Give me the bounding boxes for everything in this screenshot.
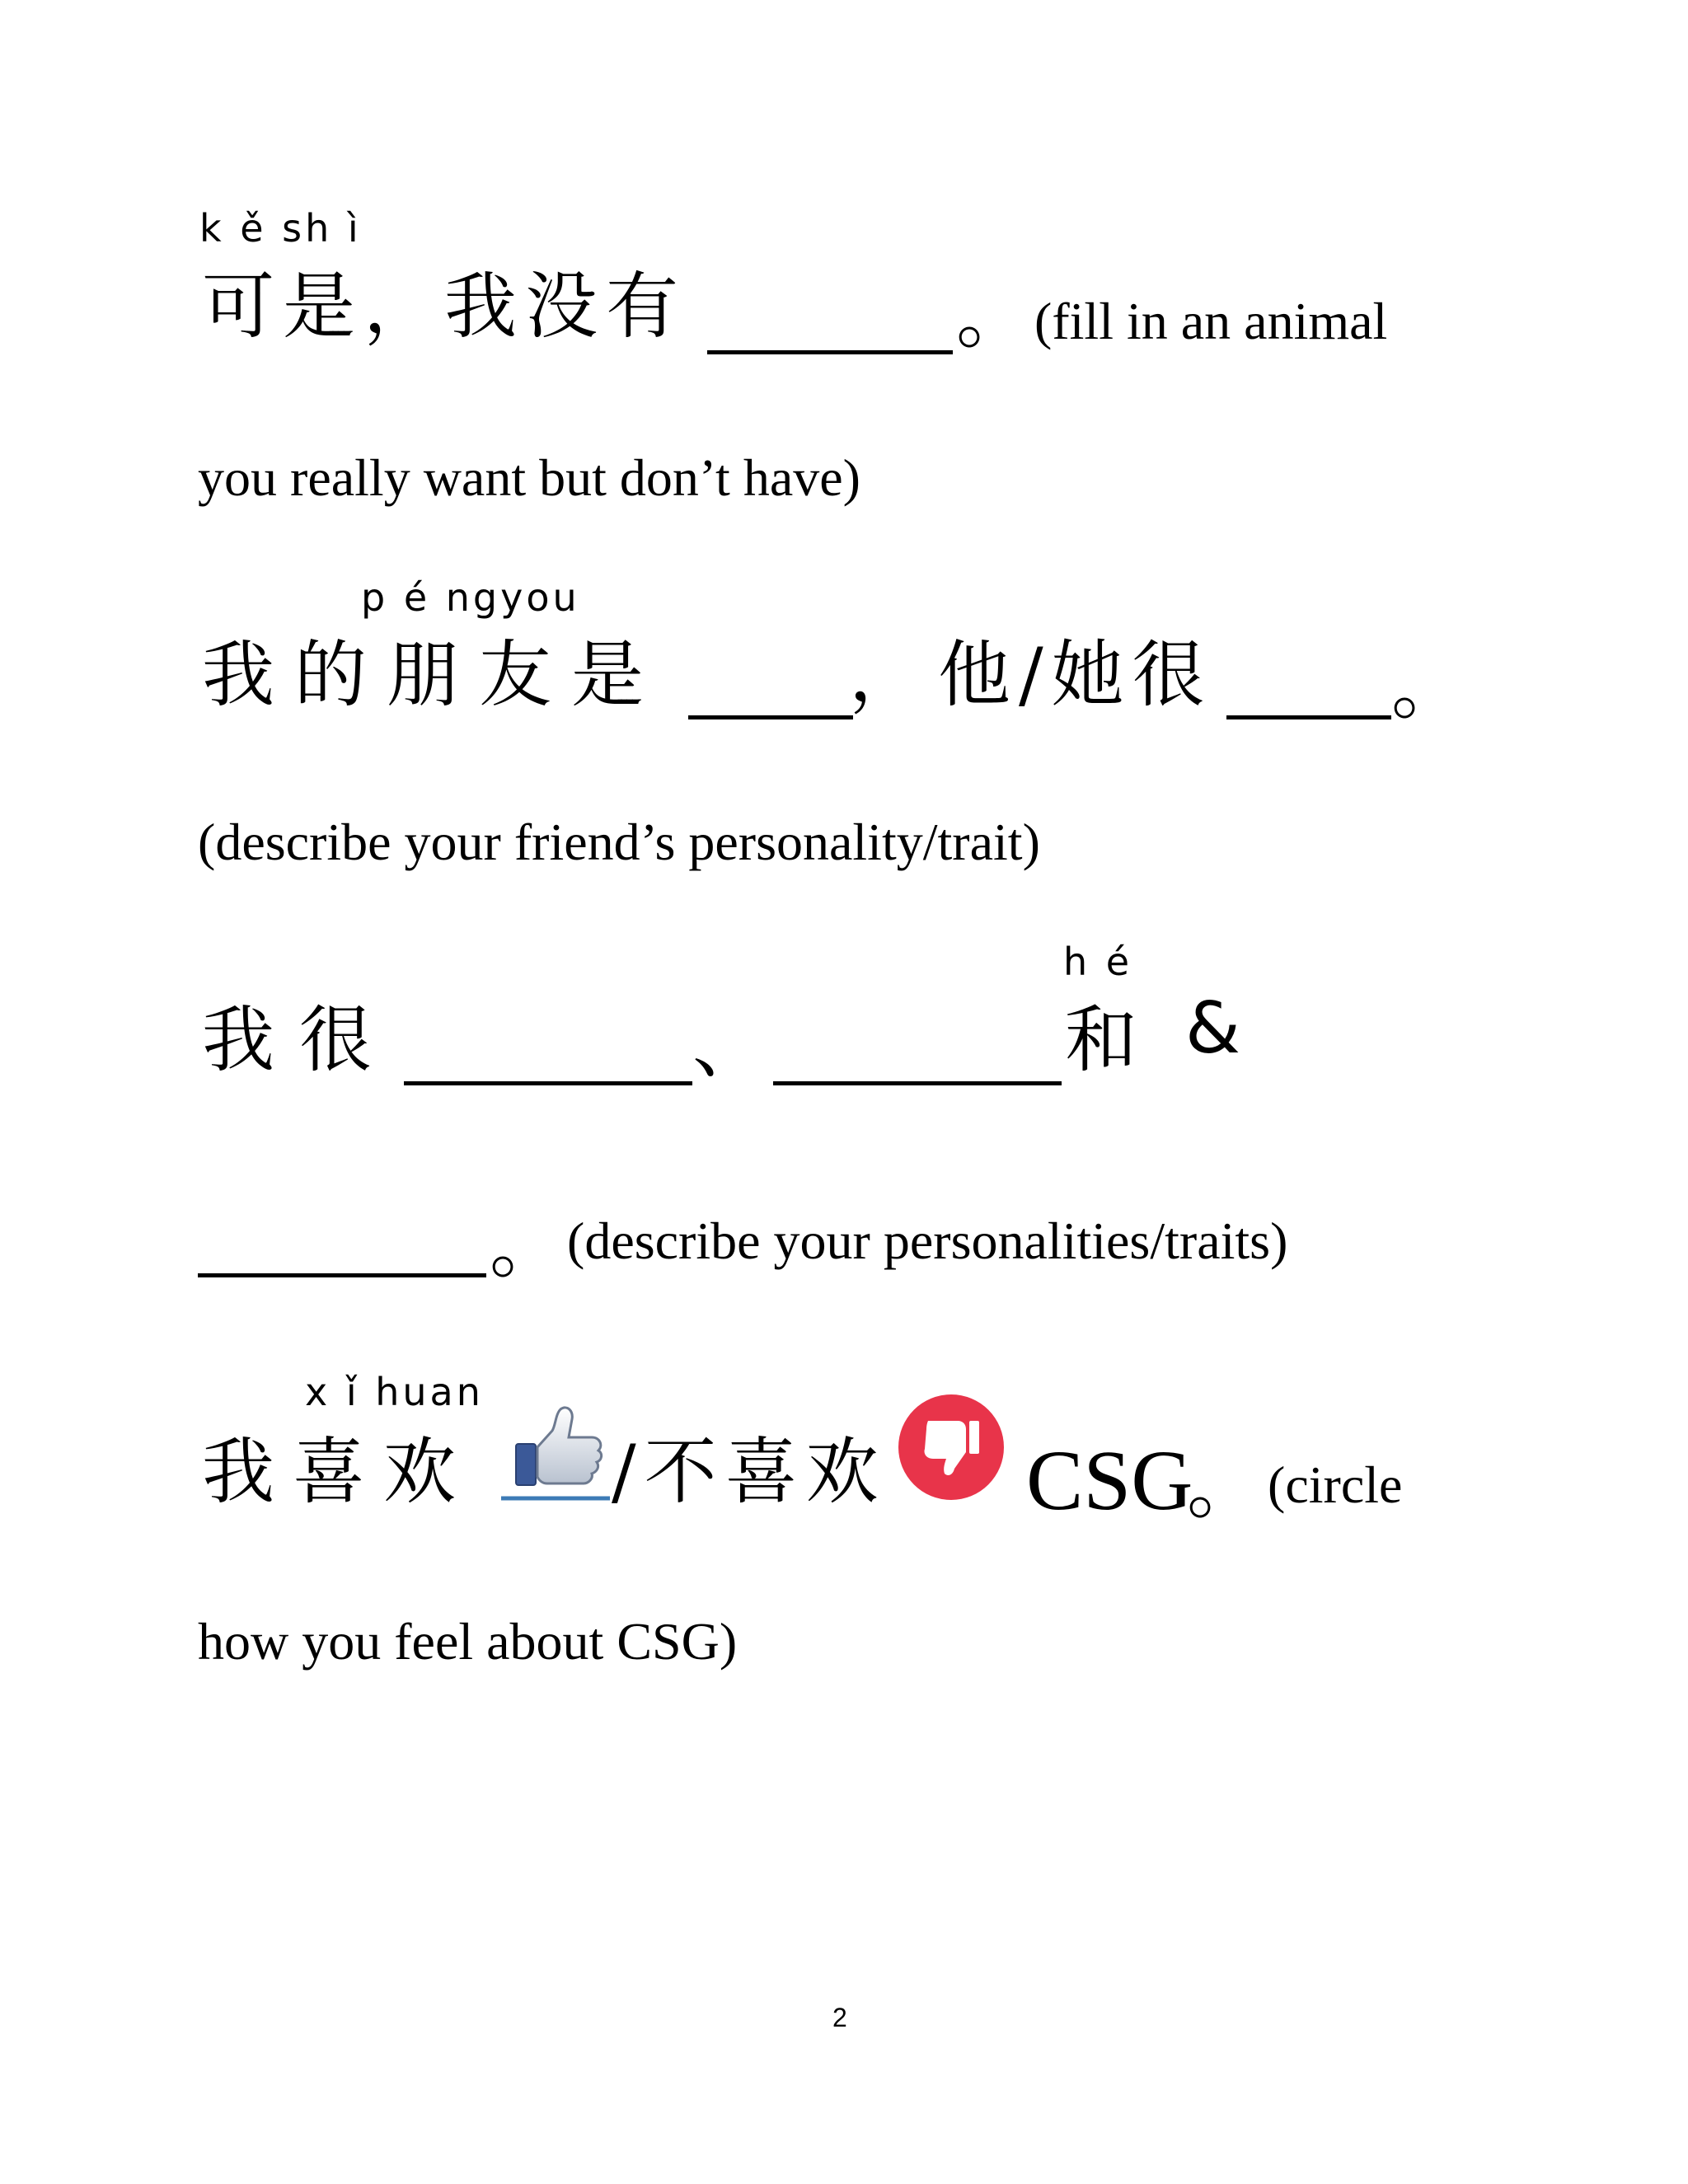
sentence-2-period: 。 <box>1391 644 1473 729</box>
sentence-4-chinese-a: 我喜欢 <box>202 1429 475 1514</box>
pinyin-he: h é <box>1063 940 1133 984</box>
blank-friend-trait[interactable] <box>1226 715 1391 719</box>
sentence-4-chinese-b: /不喜欢 <box>612 1429 887 1514</box>
blank-trait-3[interactable] <box>198 1273 486 1277</box>
pinyin-pengyou: p é ngyou <box>361 575 580 620</box>
page-number: 2 <box>832 2003 847 2032</box>
sentence-3-he: 和 <box>1065 997 1146 1082</box>
pinyin-keshi: k ě sh ì <box>199 206 362 251</box>
sentence-3-dunhao: 、 <box>692 1003 774 1088</box>
thumbs-up-icon[interactable] <box>501 1401 610 1502</box>
ampersand: & <box>1185 987 1241 1070</box>
sentence-1-instruction: (fill in an animal <box>1034 292 1388 350</box>
sentence-2-comma: ， <box>849 632 931 717</box>
thumbs-down-icon[interactable] <box>897 1393 1006 1502</box>
sentence-1-period: 。 <box>956 274 1038 359</box>
sentence-4-instruction-cont: how you feel about CSG) <box>198 1612 738 1671</box>
sentence-2-chinese-b: 他/她很 <box>938 632 1213 717</box>
sentence-4-period: 。 <box>1187 1444 1268 1529</box>
csg-label: CSG <box>1026 1433 1193 1528</box>
pinyin-xihuan: x ǐ huan <box>305 1370 484 1414</box>
sentence-1-chinese: 可是，我没有 <box>202 264 687 349</box>
sentence-2-chinese-a: 我的朋友是 <box>202 632 664 717</box>
sentence-3-chinese-a: 我很 <box>202 997 397 1082</box>
blank-trait-1[interactable] <box>404 1081 692 1085</box>
sentence-2-instruction: (describe your friend’s personality/trait) <box>198 813 1040 871</box>
sentence-3-period: 。 <box>490 1203 571 1288</box>
sentence-1-instruction-cont: you really want but don’t have) <box>198 448 860 507</box>
sentence-3-instruction: (describe your personalities/traits) <box>567 1212 1288 1270</box>
blank-trait-2[interactable] <box>773 1081 1062 1085</box>
sentence-4-instruction: (circle <box>1268 1455 1403 1514</box>
blank-animal[interactable] <box>707 350 953 354</box>
blank-friend-name[interactable] <box>688 715 853 719</box>
